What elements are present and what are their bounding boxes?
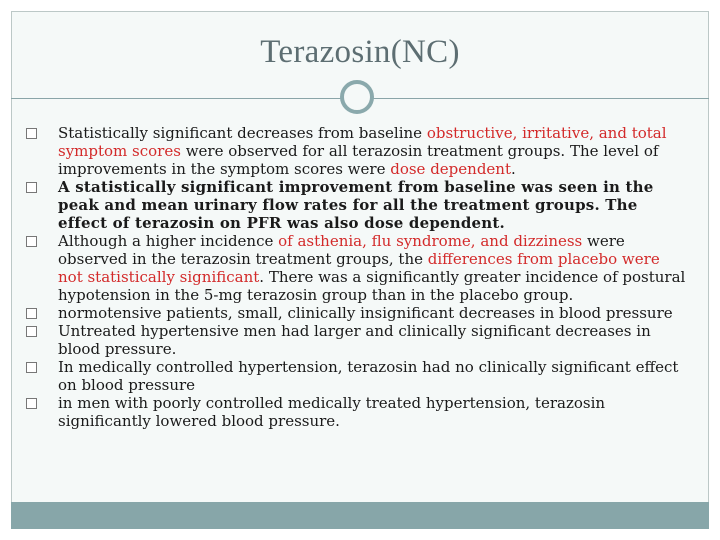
checkbox-bullet-icon	[26, 128, 37, 139]
checkbox-bullet-icon	[26, 308, 37, 319]
checkbox-bullet-icon	[26, 326, 37, 337]
footer-band	[11, 502, 709, 529]
highlighted-text: differences from placebo were not statistically significant	[58, 250, 660, 286]
highlighted-text: obstructive, irritative, and total symptom scores	[58, 124, 667, 160]
checkbox-bullet-icon	[26, 236, 37, 247]
checkbox-bullet-icon	[26, 182, 37, 193]
bullet-text: . There was a significantly greater incidence of postural hypotension in the 5-mg terazosin group than in the placebo group.	[58, 268, 686, 304]
bullet-text: were observed for all terazosin treatment groups. The level of improvements in the symptom scores were	[58, 142, 659, 178]
bullet-text: Although a higher incidence	[58, 232, 279, 250]
bullet-text: in men with poorly controlled medically treated hypertension, terazosin significantly lowered blood pressure.	[58, 394, 606, 430]
highlighted-text: dose dependent	[390, 160, 511, 178]
highlighted-text: of asthenia, flu syndrome, and dizziness	[278, 232, 583, 250]
checkbox-bullet-icon	[26, 362, 37, 373]
bullet-item	[26, 304, 686, 322]
checkbox-bullet-icon	[26, 398, 37, 409]
bullet-text: Untreated hypertensive men had larger and clinically significant decreases in blood pressure.	[58, 322, 651, 358]
bullet-item	[26, 124, 686, 178]
bullet-list	[26, 124, 686, 430]
bullet-text: were observed in the terazosin treatment groups, the	[58, 232, 625, 268]
bullet-item	[26, 232, 686, 304]
circle-ornament-icon	[340, 80, 374, 114]
bullet-item	[26, 394, 686, 430]
bullet-text: .	[510, 160, 516, 178]
bullet-text: A statistically significant improvement from baseline was seen in the peak and mean urinary flow rates for all the treatment groups. The effect of terazosin on PFR was also dose dependent.	[58, 178, 654, 232]
bullet-item	[26, 178, 686, 232]
bullet-text: normotensive patients, small, clinically insignificant decreases in blood pressure	[58, 304, 673, 322]
bullet-text: Statistically significant decreases from baseline	[58, 124, 427, 142]
bullet-item	[26, 358, 686, 394]
slide-title: Terazosin(NC)	[260, 34, 460, 70]
bullet-text: In medically controlled hypertension, terazosin had no clinically significant effect on blood pressure	[58, 358, 679, 394]
bullet-item	[26, 322, 686, 358]
